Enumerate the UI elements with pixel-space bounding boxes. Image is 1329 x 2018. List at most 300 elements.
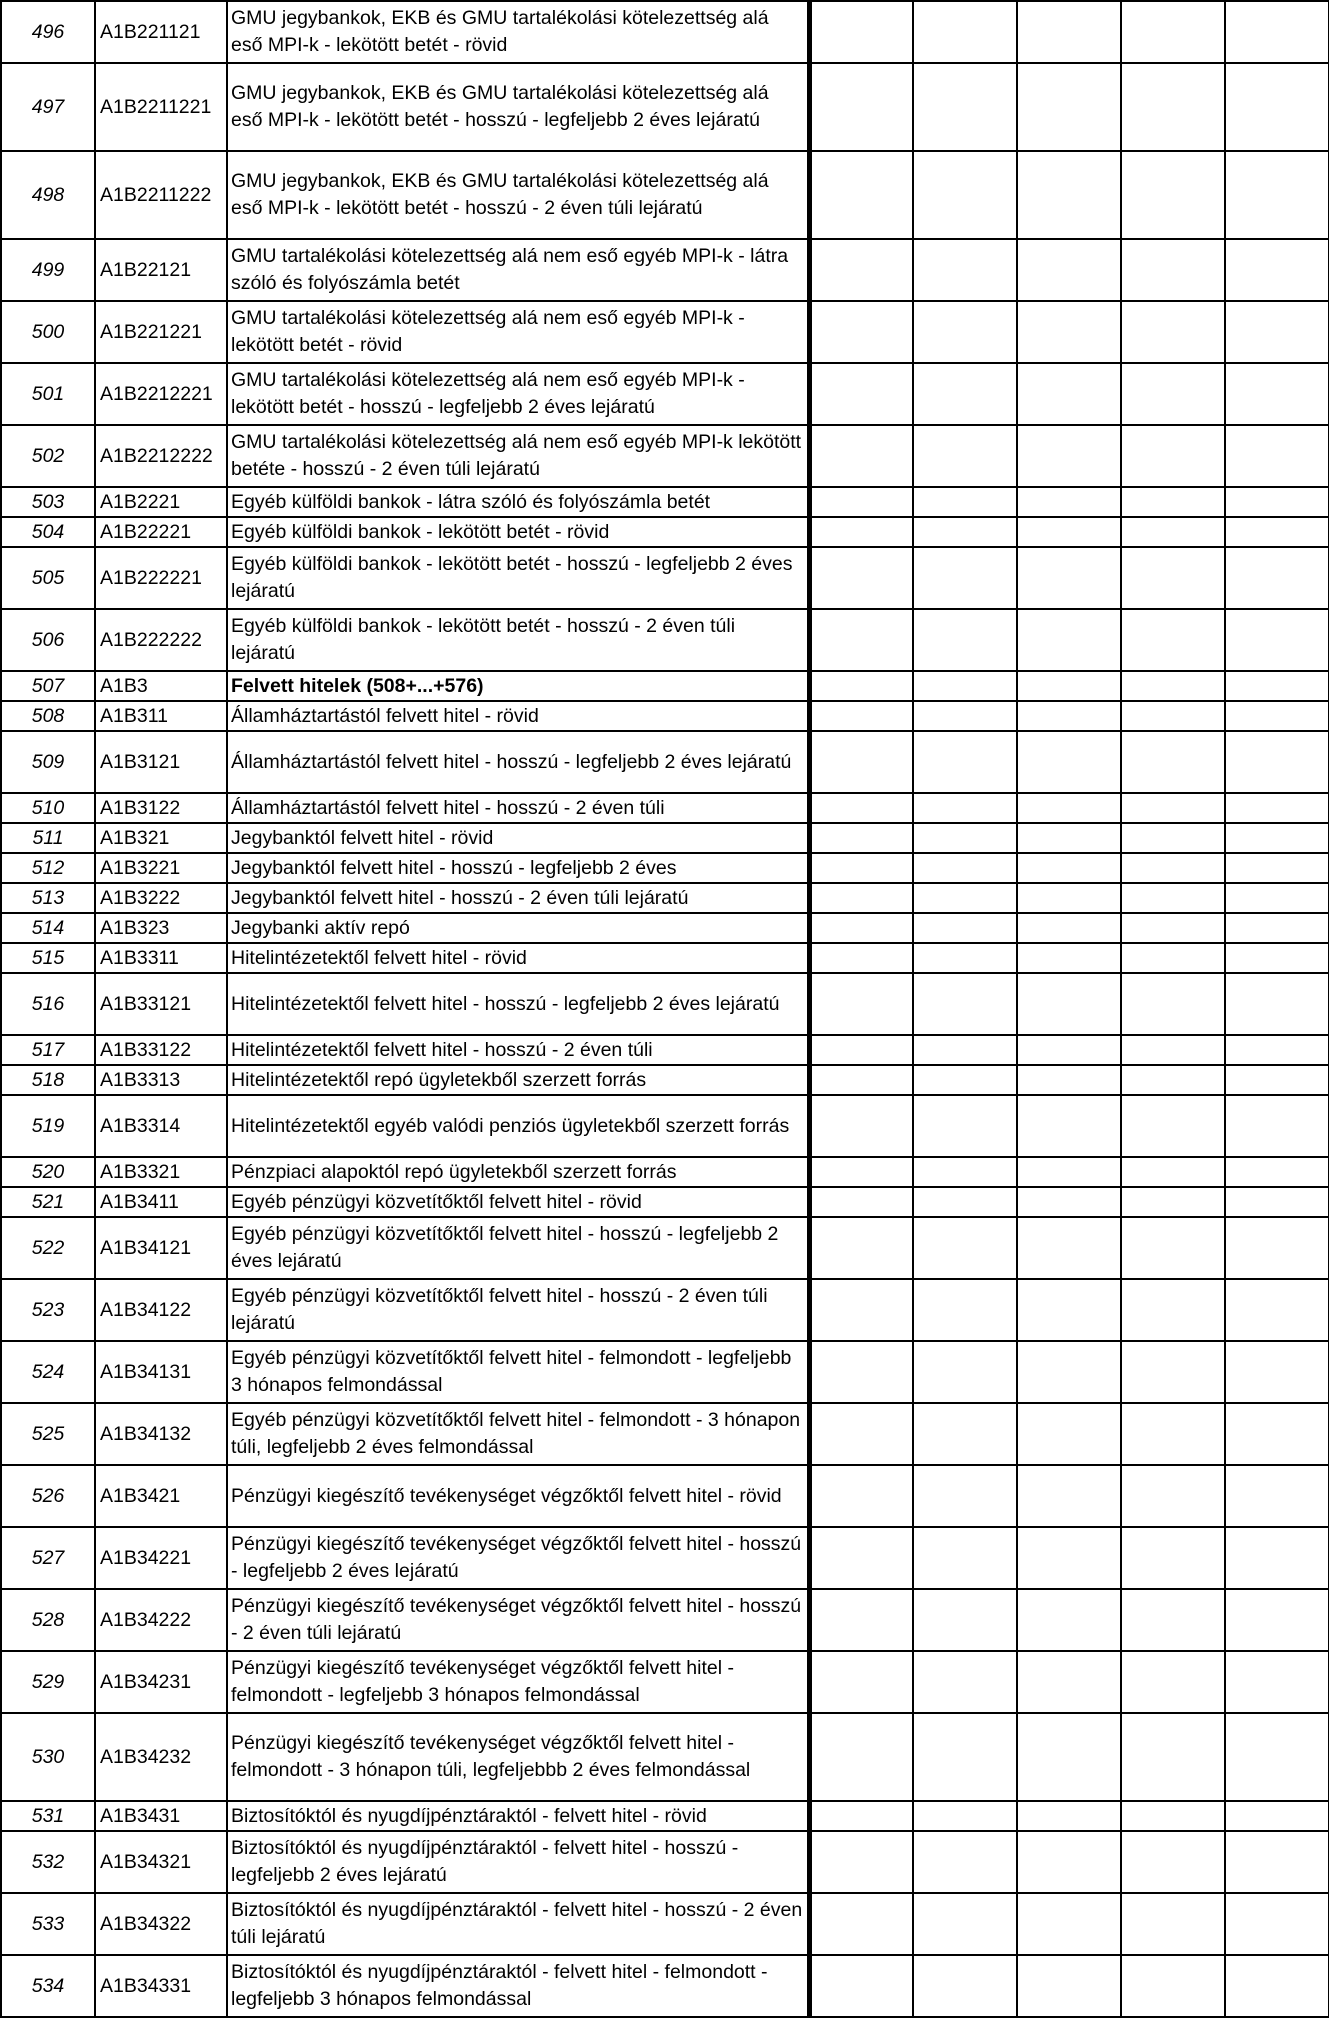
value-cell [809, 1341, 913, 1403]
value-cell [809, 63, 913, 151]
value-cell [809, 1465, 913, 1527]
value-cell [809, 823, 913, 853]
table-row [1, 853, 1329, 883]
value-cell [809, 301, 913, 363]
value-cell [1017, 1651, 1121, 1713]
description-cell: GMU jegybankok, EKB és GMU tartalékolási kötelezettség alá eső MPI-k - lekötött betét - rövid [227, 1, 809, 63]
value-cell [1121, 823, 1225, 853]
value-cell [913, 151, 1017, 239]
value-cell [1225, 1035, 1329, 1065]
value-cell [913, 1217, 1017, 1279]
value-cell [1121, 671, 1225, 701]
value-cell [913, 1341, 1017, 1403]
value-cell [1121, 1035, 1225, 1065]
table-row [1, 1651, 1329, 1713]
value-cell [1121, 943, 1225, 973]
value-cell [913, 973, 1017, 1035]
value-cell [1017, 301, 1121, 363]
value-cell [1017, 1955, 1121, 2017]
table-row [1, 1713, 1329, 1801]
value-cell [809, 151, 913, 239]
value-cell [1017, 1831, 1121, 1893]
description-cell: Egyéb külföldi bankok - látra szóló és folyószámla betét [227, 487, 809, 517]
value-cell [1121, 1955, 1225, 2017]
value-cell [809, 1217, 913, 1279]
value-cell [1225, 1801, 1329, 1831]
value-cell [1121, 1589, 1225, 1651]
value-cell [1017, 943, 1121, 973]
value-cell [1121, 1157, 1225, 1187]
value-cell [1225, 731, 1329, 793]
row-number-cell: 523 [1, 1279, 95, 1341]
value-cell [1225, 1527, 1329, 1589]
code-cell: A1B2221 [95, 487, 227, 517]
value-cell [1121, 1187, 1225, 1217]
value-cell [809, 1955, 913, 2017]
value-cell [1121, 973, 1225, 1035]
value-cell [1225, 547, 1329, 609]
table-row [1, 1217, 1329, 1279]
value-cell [1225, 1341, 1329, 1403]
value-cell [913, 487, 1017, 517]
description-cell: Pénzügyi kiegészítő tevékenységet végzőktől felvett hitel - felmondott - 3 hónapon túli, legfeljebbb 2 éves felmondással [227, 1713, 809, 1801]
value-cell [1121, 883, 1225, 913]
value-cell [1017, 547, 1121, 609]
value-cell [1017, 853, 1121, 883]
value-cell [1121, 853, 1225, 883]
value-cell [1225, 1157, 1329, 1187]
row-number-cell: 532 [1, 1831, 95, 1893]
row-number-cell: 513 [1, 883, 95, 913]
value-cell [1225, 63, 1329, 151]
value-cell [1121, 1801, 1225, 1831]
value-cell [913, 1279, 1017, 1341]
table-row [1, 1035, 1329, 1065]
value-cell [1017, 363, 1121, 425]
value-cell [1121, 151, 1225, 239]
value-cell [1121, 1, 1225, 63]
value-cell [1121, 547, 1225, 609]
value-cell [1225, 1095, 1329, 1157]
row-number-cell: 507 [1, 671, 95, 701]
value-cell [913, 1589, 1017, 1651]
value-cell [1017, 671, 1121, 701]
value-cell [1017, 883, 1121, 913]
description-cell: Egyéb pénzügyi közvetítőktől felvett hitel - hosszú - 2 éven túli lejáratú [227, 1279, 809, 1341]
value-cell [1017, 1217, 1121, 1279]
table-row [1, 1893, 1329, 1955]
value-cell [1225, 943, 1329, 973]
value-cell [1225, 1403, 1329, 1465]
value-cell [1225, 301, 1329, 363]
value-cell [1121, 793, 1225, 823]
code-cell: A1B3313 [95, 1065, 227, 1095]
value-cell [1225, 1465, 1329, 1527]
value-cell [1121, 1831, 1225, 1893]
row-number-cell: 500 [1, 301, 95, 363]
description-cell: Egyéb pénzügyi közvetítőktől felvett hitel - hosszú - legfeljebb 2 éves lejáratú [227, 1217, 809, 1279]
value-cell [809, 701, 913, 731]
value-cell [1121, 487, 1225, 517]
description-cell: Hitelintézetektől repó ügyletekből szerzett forrás [227, 1065, 809, 1095]
code-cell: A1B321 [95, 823, 227, 853]
code-cell: A1B3314 [95, 1095, 227, 1157]
description-cell: Egyéb pénzügyi közvetítőktől felvett hitel - felmondott - legfeljebb 3 hónapos felmondással [227, 1341, 809, 1403]
value-cell [1017, 151, 1121, 239]
value-cell [913, 363, 1017, 425]
value-cell [809, 793, 913, 823]
table-row [1, 1403, 1329, 1465]
value-cell [1225, 1893, 1329, 1955]
value-cell [1017, 609, 1121, 671]
code-cell: A1B2211222 [95, 151, 227, 239]
code-cell: A1B323 [95, 913, 227, 943]
description-cell: Hitelintézetektől felvett hitel - hosszú - 2 éven túli [227, 1035, 809, 1065]
value-cell [1121, 1341, 1225, 1403]
row-number-cell: 520 [1, 1157, 95, 1187]
value-cell [1225, 609, 1329, 671]
value-cell [1225, 1831, 1329, 1893]
value-cell [809, 1831, 913, 1893]
code-cell: A1B221121 [95, 1, 227, 63]
value-cell [1225, 363, 1329, 425]
value-cell [913, 239, 1017, 301]
table-row [1, 1279, 1329, 1341]
description-cell: Egyéb külföldi bankok - lekötött betét - hosszú - legfeljebb 2 éves lejáratú [227, 547, 809, 609]
description-cell: Hitelintézetektől egyéb valódi penziós ügyletekből szerzett forrás [227, 1095, 809, 1157]
value-cell [1121, 913, 1225, 943]
value-cell [1017, 1095, 1121, 1157]
description-cell: Biztosítóktól és nyugdíjpénztáraktól - felvett hitel - hosszú - 2 éven túli lejáratú [227, 1893, 809, 1955]
value-cell [1225, 793, 1329, 823]
table-row [1, 793, 1329, 823]
value-cell [913, 1651, 1017, 1713]
value-cell [1017, 1157, 1121, 1187]
value-cell [913, 913, 1017, 943]
value-cell [1121, 701, 1225, 731]
value-cell [809, 883, 913, 913]
code-cell: A1B34232 [95, 1713, 227, 1801]
description-cell: Biztosítóktól és nyugdíjpénztáraktól - felvett hitel - hosszú - legfeljebb 2 éves lejáratú [227, 1831, 809, 1893]
table-row [1, 63, 1329, 151]
code-cell: A1B22221 [95, 517, 227, 547]
value-cell [1121, 1713, 1225, 1801]
value-cell [913, 853, 1017, 883]
value-cell [1017, 973, 1121, 1035]
row-number-cell: 499 [1, 239, 95, 301]
value-cell [1017, 1, 1121, 63]
value-cell [809, 609, 913, 671]
value-cell [1017, 1801, 1121, 1831]
value-cell [809, 1589, 913, 1651]
value-cell [809, 1893, 913, 1955]
code-cell: A1B3222 [95, 883, 227, 913]
value-cell [1121, 63, 1225, 151]
table-row [1, 151, 1329, 239]
value-cell [1225, 701, 1329, 731]
value-cell [1017, 1713, 1121, 1801]
value-cell [913, 301, 1017, 363]
value-cell [913, 1187, 1017, 1217]
value-cell [1121, 301, 1225, 363]
value-cell [809, 671, 913, 701]
row-number-cell: 529 [1, 1651, 95, 1713]
value-cell [1017, 1187, 1121, 1217]
value-cell [809, 239, 913, 301]
value-cell [809, 1187, 913, 1217]
value-cell [913, 517, 1017, 547]
value-cell [913, 1713, 1017, 1801]
code-cell: A1B3411 [95, 1187, 227, 1217]
row-number-cell: 515 [1, 943, 95, 973]
value-cell [1121, 609, 1225, 671]
code-cell: A1B34231 [95, 1651, 227, 1713]
description-cell: Jegybanktól felvett hitel - hosszú - 2 éven túli lejáratú [227, 883, 809, 913]
value-cell [1121, 239, 1225, 301]
table-row [1, 301, 1329, 363]
row-number-cell: 518 [1, 1065, 95, 1095]
value-cell [1121, 1403, 1225, 1465]
value-cell [1225, 883, 1329, 913]
value-cell [1017, 823, 1121, 853]
code-cell: A1B33121 [95, 973, 227, 1035]
value-cell [1017, 701, 1121, 731]
value-cell [809, 1279, 913, 1341]
value-cell [1121, 1065, 1225, 1095]
value-cell [1225, 487, 1329, 517]
value-cell [1225, 1651, 1329, 1713]
value-cell [1225, 823, 1329, 853]
value-cell [809, 487, 913, 517]
value-cell [1225, 517, 1329, 547]
value-cell [1225, 1713, 1329, 1801]
value-cell [1017, 239, 1121, 301]
value-cell [1017, 517, 1121, 547]
value-cell [913, 1465, 1017, 1527]
code-cell: A1B34131 [95, 1341, 227, 1403]
description-cell: Egyéb pénzügyi közvetítőktől felvett hitel - felmondott - 3 hónapon túli, legfeljebb 2 éves felmondással [227, 1403, 809, 1465]
table-row [1, 363, 1329, 425]
value-cell [809, 913, 913, 943]
code-cell: A1B2212221 [95, 363, 227, 425]
value-cell [913, 1403, 1017, 1465]
value-cell [1017, 1341, 1121, 1403]
table-row [1, 239, 1329, 301]
value-cell [1225, 853, 1329, 883]
table-row [1, 1157, 1329, 1187]
value-cell [1225, 973, 1329, 1035]
description-cell: Jegybanktól felvett hitel - hosszú - legfeljebb 2 éves [227, 853, 809, 883]
description-cell: Pénzügyi kiegészítő tevékenységet végzőktől felvett hitel - hosszú - legfeljebb 2 éves lejáratú [227, 1527, 809, 1589]
code-cell: A1B22121 [95, 239, 227, 301]
row-number-cell: 521 [1, 1187, 95, 1217]
table-row [1, 609, 1329, 671]
value-cell [1121, 1279, 1225, 1341]
row-number-cell: 514 [1, 913, 95, 943]
description-cell: Hitelintézetektől felvett hitel - rövid [227, 943, 809, 973]
row-number-cell: 530 [1, 1713, 95, 1801]
value-cell [1017, 731, 1121, 793]
value-cell [1121, 425, 1225, 487]
value-cell [913, 701, 1017, 731]
code-cell: A1B3311 [95, 943, 227, 973]
value-cell [809, 943, 913, 973]
table-row [1, 1589, 1329, 1651]
code-cell: A1B33122 [95, 1035, 227, 1065]
code-cell: A1B2212222 [95, 425, 227, 487]
value-cell [1121, 517, 1225, 547]
row-number-cell: 533 [1, 1893, 95, 1955]
row-number-cell: 497 [1, 63, 95, 151]
table-row [1, 883, 1329, 913]
row-number-cell: 502 [1, 425, 95, 487]
value-cell [1017, 1065, 1121, 1095]
value-cell [1017, 1403, 1121, 1465]
value-cell [1017, 793, 1121, 823]
table-row [1, 1801, 1329, 1831]
table-row [1, 1831, 1329, 1893]
table-row [1, 731, 1329, 793]
code-cell: A1B34331 [95, 1955, 227, 2017]
value-cell [1017, 1589, 1121, 1651]
row-number-cell: 531 [1, 1801, 95, 1831]
value-cell [1121, 1527, 1225, 1589]
value-cell [913, 883, 1017, 913]
row-number-cell: 501 [1, 363, 95, 425]
value-cell [913, 425, 1017, 487]
value-cell [913, 1035, 1017, 1065]
description-cell: GMU jegybankok, EKB és GMU tartalékolási kötelezettség alá eső MPI-k - lekötött betét - hosszú - legfeljebb 2 éves lejáratú [227, 63, 809, 151]
value-cell [1017, 63, 1121, 151]
description-cell: GMU tartalékolási kötelezettség alá nem eső egyéb MPI-k lekötött betéte - hosszú - 2 éven túli lejáratú [227, 425, 809, 487]
value-cell [1017, 1527, 1121, 1589]
value-cell [1225, 1065, 1329, 1095]
description-cell: Pénzügyi kiegészítő tevékenységet végzőktől felvett hitel - rövid [227, 1465, 809, 1527]
value-cell [913, 1893, 1017, 1955]
value-cell [1017, 487, 1121, 517]
value-cell [913, 1157, 1017, 1187]
description-cell: Egyéb külföldi bankok - lekötött betét - rövid [227, 517, 809, 547]
code-cell: A1B34122 [95, 1279, 227, 1341]
row-number-cell: 528 [1, 1589, 95, 1651]
value-cell [913, 547, 1017, 609]
row-number-cell: 505 [1, 547, 95, 609]
value-cell [1121, 1095, 1225, 1157]
value-cell [1225, 671, 1329, 701]
description-cell: Államháztartástól felvett hitel - hosszú - legfeljebb 2 éves lejáratú [227, 731, 809, 793]
row-number-cell: 508 [1, 701, 95, 731]
row-number-cell: 511 [1, 823, 95, 853]
value-cell [1225, 1955, 1329, 2017]
value-cell [913, 609, 1017, 671]
code-cell: A1B222221 [95, 547, 227, 609]
code-cell: A1B3 [95, 671, 227, 701]
value-cell [1225, 1, 1329, 63]
code-cell: A1B311 [95, 701, 227, 731]
table-row [1, 1065, 1329, 1095]
value-cell [1121, 1465, 1225, 1527]
description-cell: Jegybanki aktív repó [227, 913, 809, 943]
code-cell: A1B3221 [95, 853, 227, 883]
value-cell [1225, 1589, 1329, 1651]
row-number-cell: 509 [1, 731, 95, 793]
description-cell: Pénzügyi kiegészítő tevékenységet végzőktől felvett hitel - hosszú - 2 éven túli lejáratú [227, 1589, 809, 1651]
value-cell [809, 547, 913, 609]
value-cell [1121, 363, 1225, 425]
value-cell [809, 1527, 913, 1589]
row-number-cell: 524 [1, 1341, 95, 1403]
table-row [1, 547, 1329, 609]
value-cell [913, 63, 1017, 151]
table-row [1, 1, 1329, 63]
row-number-cell: 517 [1, 1035, 95, 1065]
row-number-cell: 504 [1, 517, 95, 547]
value-cell [913, 1527, 1017, 1589]
row-number-cell: 527 [1, 1527, 95, 1589]
table-row [1, 1527, 1329, 1589]
row-number-cell: 506 [1, 609, 95, 671]
value-cell [809, 1095, 913, 1157]
value-cell [809, 517, 913, 547]
code-cell: A1B34121 [95, 1217, 227, 1279]
row-number-cell: 526 [1, 1465, 95, 1527]
value-cell [1225, 913, 1329, 943]
code-cell: A1B222222 [95, 609, 227, 671]
description-cell: Hitelintézetektől felvett hitel - hosszú - legfeljebb 2 éves lejáratú [227, 973, 809, 1035]
table-row [1, 487, 1329, 517]
value-cell [913, 731, 1017, 793]
table-row [1, 1187, 1329, 1217]
value-cell [1017, 1465, 1121, 1527]
value-cell [1121, 1217, 1225, 1279]
row-number-cell: 498 [1, 151, 95, 239]
description-cell: GMU tartalékolási kötelezettség alá nem eső egyéb MPI-k - látra szóló és folyószámla betét [227, 239, 809, 301]
table-row [1, 1341, 1329, 1403]
code-cell: A1B3421 [95, 1465, 227, 1527]
value-cell [809, 425, 913, 487]
value-cell [913, 1065, 1017, 1095]
value-cell [1017, 1893, 1121, 1955]
code-cell: A1B34321 [95, 1831, 227, 1893]
description-cell: Egyéb külföldi bankok - lekötött betét - hosszú - 2 éven túli lejáratú [227, 609, 809, 671]
code-cell: A1B221221 [95, 301, 227, 363]
value-cell [809, 853, 913, 883]
row-number-cell: 522 [1, 1217, 95, 1279]
value-cell [809, 1, 913, 63]
description-cell: Egyéb pénzügyi közvetítőktől felvett hitel - rövid [227, 1187, 809, 1217]
value-cell [1225, 1187, 1329, 1217]
row-number-cell: 525 [1, 1403, 95, 1465]
table-row [1, 1095, 1329, 1157]
value-cell [1225, 1217, 1329, 1279]
code-cell: A1B34132 [95, 1403, 227, 1465]
value-cell [913, 823, 1017, 853]
value-cell [1017, 425, 1121, 487]
description-cell: Biztosítóktól és nyugdíjpénztáraktól - felvett hitel - rövid [227, 1801, 809, 1831]
table-row [1, 1955, 1329, 2017]
code-cell: A1B3122 [95, 793, 227, 823]
description-cell: Biztosítóktól és nyugdíjpénztáraktól - felvett hitel - felmondott - legfeljebb 3 hónapos felmondással [227, 1955, 809, 2017]
value-cell [913, 1801, 1017, 1831]
value-cell [913, 671, 1017, 701]
code-cell: A1B34322 [95, 1893, 227, 1955]
description-cell: GMU tartalékolási kötelezettség alá nem eső egyéb MPI-k - lekötött betét - rövid [227, 301, 809, 363]
value-cell [809, 731, 913, 793]
code-cell: A1B3321 [95, 1157, 227, 1187]
code-cell: A1B3121 [95, 731, 227, 793]
table-row [1, 517, 1329, 547]
row-number-cell: 510 [1, 793, 95, 823]
